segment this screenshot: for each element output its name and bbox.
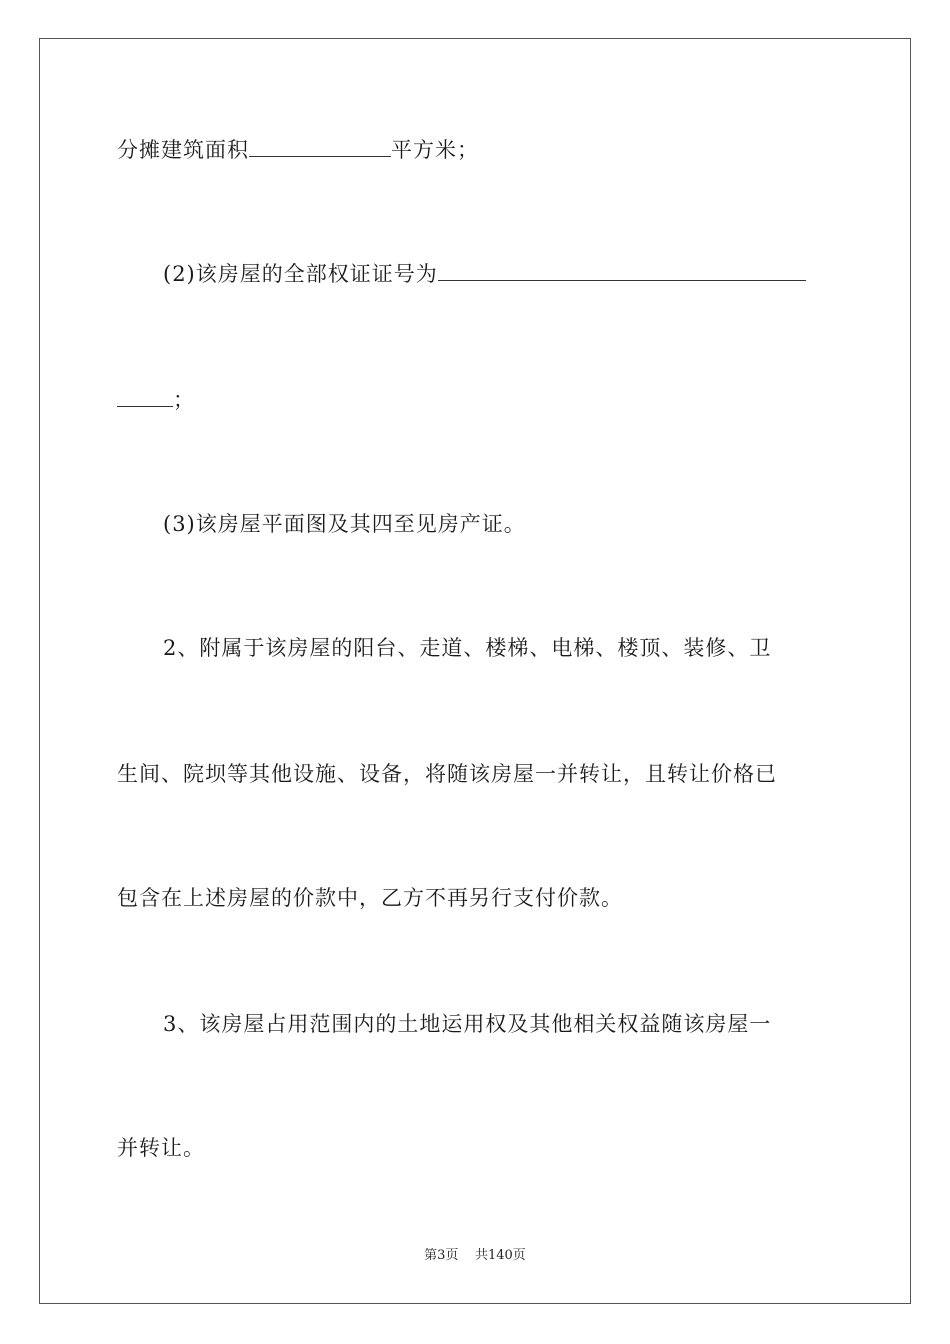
certificate-number-end: ； xyxy=(173,388,195,412)
certificate-number-line xyxy=(163,260,806,288)
certificate-number-blank-continued xyxy=(117,386,173,407)
shared-area-unit: 平方米； xyxy=(391,138,479,162)
page-footer xyxy=(0,1247,950,1265)
certificate-number-blank xyxy=(438,260,806,281)
certificate-number-continuation xyxy=(117,386,195,414)
page-border xyxy=(39,38,911,1304)
page-number: 第3页 xyxy=(424,1248,459,1263)
facilities-paragraph-line-1: 2、附属于该房屋的阳台、走道、楼梯、电梯、楼顶、装修、卫 xyxy=(163,636,772,660)
land-rights-paragraph-line-1: 3、该房屋占用范围内的土地运用权及其他相关权益随该房屋一 xyxy=(163,1012,772,1036)
land-rights-paragraph-line-2: 并转让。 xyxy=(117,1136,205,1160)
shared-area-label: 分摊建筑面积 xyxy=(117,138,249,162)
page-total: 共140页 xyxy=(474,1248,526,1263)
facilities-paragraph-line-2: 生间、院坝等其他设施、设备，将随该房屋一并转让，且转让价格已 xyxy=(117,762,777,786)
facilities-paragraph-line-3: 包含在上述房屋的价款中，乙方不再另行支付价款。 xyxy=(117,886,623,910)
floor-plan-paragraph: (3)该房屋平面图及其四至见房产证。 xyxy=(163,512,526,536)
shared-area-line xyxy=(117,136,479,164)
shared-area-blank xyxy=(249,136,391,157)
certificate-number-label: (2)该房屋的全部权证证号为 xyxy=(163,262,438,286)
